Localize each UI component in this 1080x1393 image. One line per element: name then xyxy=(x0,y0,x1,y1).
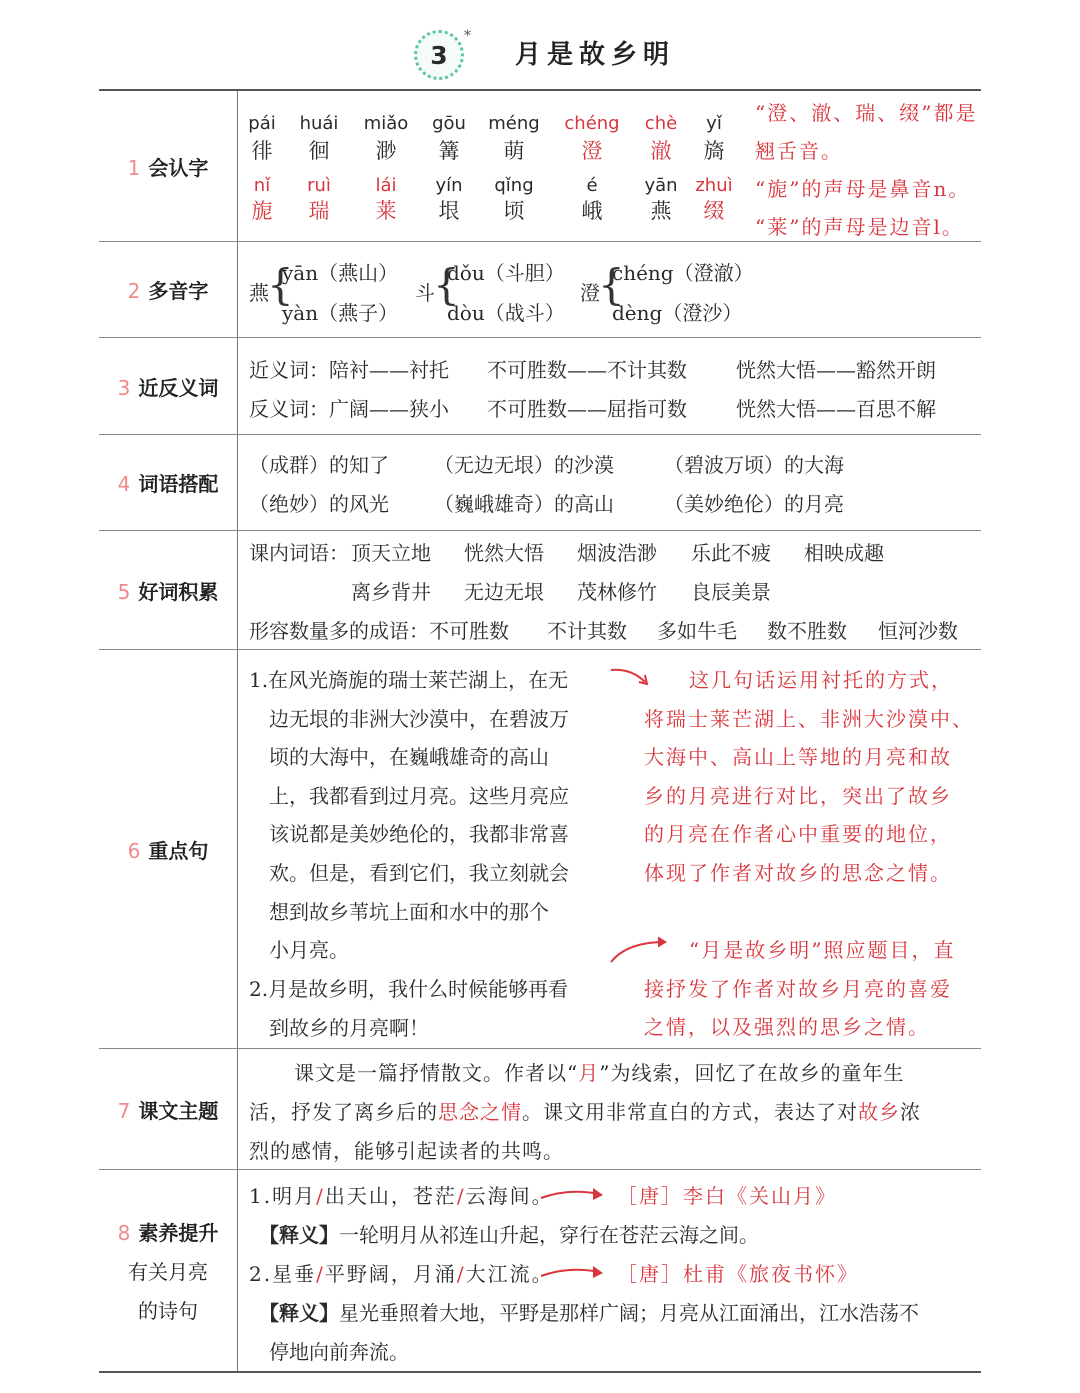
poem-line: 1.明月/出天山，苍茫/云海间。 xyxy=(249,1184,554,1208)
char-hanzi: 旖 xyxy=(703,139,725,163)
word-item: 乐此不疲 xyxy=(691,541,771,565)
section-good-words xyxy=(99,531,981,650)
word-item: 恒河沙数 xyxy=(878,619,958,643)
polyphone-reading: dèng（澄沙） xyxy=(612,301,743,325)
synonym-item: 恍然大悟——豁然开朗 xyxy=(736,358,936,382)
char-hanzi: 萌 xyxy=(503,139,525,163)
char-hanzi: 渺 xyxy=(375,139,397,163)
char-hanzi: 缀 xyxy=(703,199,725,223)
brace-icon: { xyxy=(433,260,460,309)
collocation-item: （巍峨雄奇）的高山 xyxy=(434,492,614,516)
arrow-icon xyxy=(609,932,669,966)
section-recognize-chars xyxy=(99,91,981,242)
section-label: 7 课文主题 xyxy=(117,1098,219,1123)
poem-line: 2.星垂/平野阔，月涌/大江流。 xyxy=(249,1262,554,1286)
word-item: 离乡背井 xyxy=(351,580,431,604)
section-label: 5 好词积累 xyxy=(117,579,219,604)
text-line: 上，我都看到过月亮。这些月亮应 xyxy=(269,783,569,808)
text-line: 2.月是故乡明，我什么时候能够再看 xyxy=(249,977,569,1001)
char-pinyin: lái xyxy=(375,175,397,196)
char-pinyin: é xyxy=(586,175,598,196)
char-hanzi: 旎 xyxy=(251,199,273,223)
section-label: 3 近反义词 xyxy=(117,375,219,400)
theme-line: 课文是一篇抒情散文。作者以“月”为线索，回忆了在故乡的童年生 xyxy=(294,1061,905,1085)
collocation-item: （绝妙）的风光 xyxy=(249,492,389,516)
word-item: 良辰美景 xyxy=(691,580,771,604)
char-pinyin: miǎo xyxy=(363,113,409,134)
lesson-star-mark: * xyxy=(464,28,471,44)
char-pinyin: méng xyxy=(488,113,540,134)
antonym-item: 不可胜数——屈指可数 xyxy=(487,397,687,421)
polyphone-char: 斗 xyxy=(415,281,435,305)
summary-table xyxy=(99,89,981,1373)
text-line: 小月亮。 xyxy=(269,938,349,963)
char-pinyin: ruì xyxy=(307,175,331,196)
section-synonyms-antonyms xyxy=(99,338,981,435)
polyphone-reading: yān（燕山） xyxy=(282,261,399,285)
lesson-number-badge: 3 xyxy=(414,30,464,80)
section-key-sentences xyxy=(99,650,981,1049)
text-line: 将瑞士莱芒湖上、非洲大沙漠中、 xyxy=(644,706,974,731)
section-theme xyxy=(99,1049,981,1170)
arrow-icon xyxy=(609,662,654,692)
text-line: 之情，以及强烈的思乡之情。 xyxy=(644,1015,930,1040)
char-hanzi: 澄 xyxy=(581,139,603,163)
synonym-item: 近义词：陪衬——衬托 xyxy=(249,358,449,382)
char-pinyin: nǐ xyxy=(253,175,271,196)
char-pinyin: gōu xyxy=(432,113,466,134)
in-class-words-label: 课内词语： xyxy=(249,541,349,565)
text-line: “月是故乡明”照应题目，直 xyxy=(689,938,956,962)
text-line: 到故乡的月亮啊！ xyxy=(269,1015,429,1040)
text-line: 边无垠的非洲大沙漠中，在碧波万 xyxy=(269,706,569,731)
char-hanzi: 澈 xyxy=(650,139,672,163)
text-line: 体现了作者对故乡的思念之情。 xyxy=(644,861,952,885)
section-poems xyxy=(99,1170,981,1371)
char-pinyin: yǐ xyxy=(706,113,722,134)
char-note: “澄、澈、瑞、缀”都是 xyxy=(755,101,978,125)
char-note: “莱”的声母是边音l。 xyxy=(755,215,964,239)
char-note: “旎”的声母是鼻音n。 xyxy=(755,177,971,201)
word-item: 不可胜数 xyxy=(429,619,509,643)
section-label: 8 素养提升 有关月亮 的诗句 xyxy=(117,1221,219,1323)
polyphone-reading: dǒu（斗胆） xyxy=(447,261,565,285)
word-item: 茂林修竹 xyxy=(577,580,657,604)
many-words-label: 形容数量多的成语： xyxy=(249,619,429,643)
char-pinyin: yín xyxy=(435,175,463,196)
arrow-icon xyxy=(539,1184,609,1208)
poem-source: ［唐］杜甫《旅夜书怀》 xyxy=(617,1262,859,1286)
page-title: 月是故乡明 xyxy=(515,40,676,70)
brace-icon: { xyxy=(598,260,625,309)
poem-explanation: 停地向前奔流。 xyxy=(269,1340,409,1364)
text-line: 大海中、高山上等地的月亮和故 xyxy=(644,745,952,770)
char-pinyin: chéng xyxy=(564,113,620,134)
char-hanzi: 峨 xyxy=(581,199,603,223)
theme-line: 烈的感情，能够引起读者的共鸣。 xyxy=(249,1139,564,1163)
word-item: 顶天立地 xyxy=(351,541,431,565)
collocation-item: （成群）的知了 xyxy=(249,453,389,477)
antonym-item: 反义词：广阔——狭小 xyxy=(249,397,449,421)
text-line: 的月亮在作者心中重要的地位， xyxy=(644,822,952,847)
char-pinyin: yān xyxy=(644,175,678,196)
word-item: 不计其数 xyxy=(547,619,627,643)
word-item: 烟波浩渺 xyxy=(577,541,657,565)
char-pinyin: pái xyxy=(248,113,276,134)
polyphone-reading: yàn（燕子） xyxy=(282,301,399,325)
char-hanzi: 篝 xyxy=(438,139,460,163)
text-line: 顷的大海中，在巍峨雄奇的高山 xyxy=(269,745,549,770)
char-hanzi: 徘 xyxy=(251,139,273,163)
polyphone-char: 燕 xyxy=(249,281,269,305)
lesson-header xyxy=(0,24,1080,84)
char-hanzi: 顷 xyxy=(503,199,525,223)
char-hanzi: 垠 xyxy=(438,199,460,223)
char-pinyin: qǐng xyxy=(494,175,534,196)
polyphone-char: 澄 xyxy=(580,281,600,305)
word-item: 数不胜数 xyxy=(767,619,847,643)
section-label: 2 多音字 xyxy=(127,279,209,303)
collocation-item: （无边无垠）的沙漠 xyxy=(434,453,614,477)
char-pinyin: zhuì xyxy=(695,175,733,196)
antonym-item: 恍然大悟——百思不解 xyxy=(736,397,936,421)
word-item: 相映成趣 xyxy=(804,541,884,565)
section-label: 6 重点句 xyxy=(127,838,209,863)
poem-explanation: 【释义】一轮明月从祁连山升起，穿行在苍茫云海之间。 xyxy=(259,1223,759,1247)
text-line: 想到故乡苇坑上面和水中的那个 xyxy=(269,899,549,924)
polyphone-reading: chéng（澄澈） xyxy=(612,261,754,285)
collocation-item: （美妙绝伦）的月亮 xyxy=(664,492,844,516)
text-line: 该说都是美妙绝伦的，我都非常喜 xyxy=(269,822,569,847)
text-line: 1.在风光旖旎的瑞士莱芒湖上，在无 xyxy=(249,668,569,692)
char-hanzi: 瑞 xyxy=(308,199,330,223)
char-hanzi: 莱 xyxy=(375,199,397,223)
char-hanzi: 徊 xyxy=(308,139,330,163)
char-note: 翘舌音。 xyxy=(755,139,843,163)
synonym-item: 不可胜数——不计其数 xyxy=(487,358,687,382)
char-hanzi: 燕 xyxy=(650,199,672,223)
collocation-item: （碧波万顷）的大海 xyxy=(664,453,844,477)
section-label: 1 会认字 xyxy=(127,155,209,180)
poem-source: ［唐］李白《关山月》 xyxy=(617,1184,837,1208)
poem-explanation: 【释义】星光垂照着大地，平野是那样广阔；月亮从江面涌出，江水浩荡不 xyxy=(259,1301,919,1325)
section-collocations xyxy=(99,435,981,531)
text-line: 乡的月亮进行对比，突出了故乡 xyxy=(644,783,952,808)
char-pinyin: huái xyxy=(299,113,339,134)
theme-line: 活，抒发了离乡后的思念之情。课文用非常直白的方式，表达了对故乡浓 xyxy=(249,1100,921,1124)
char-pinyin: chè xyxy=(644,113,678,134)
brace-icon: { xyxy=(267,260,294,309)
word-item: 无边无垠 xyxy=(464,580,544,604)
word-item: 恍然大悟 xyxy=(464,541,544,565)
text-line: 接抒发了作者对故乡月亮的喜爱 xyxy=(644,976,952,1001)
arrow-icon xyxy=(539,1262,609,1286)
word-item: 多如牛毛 xyxy=(657,619,737,643)
polyphone-reading: dòu（战斗） xyxy=(447,301,565,325)
text-line: 这几句话运用衬托的方式， xyxy=(689,668,953,692)
section-label: 4 词语搭配 xyxy=(117,472,219,496)
text-line: 欢。但是，看到它们，我立刻就会 xyxy=(269,861,569,885)
section-polyphones xyxy=(99,242,981,338)
